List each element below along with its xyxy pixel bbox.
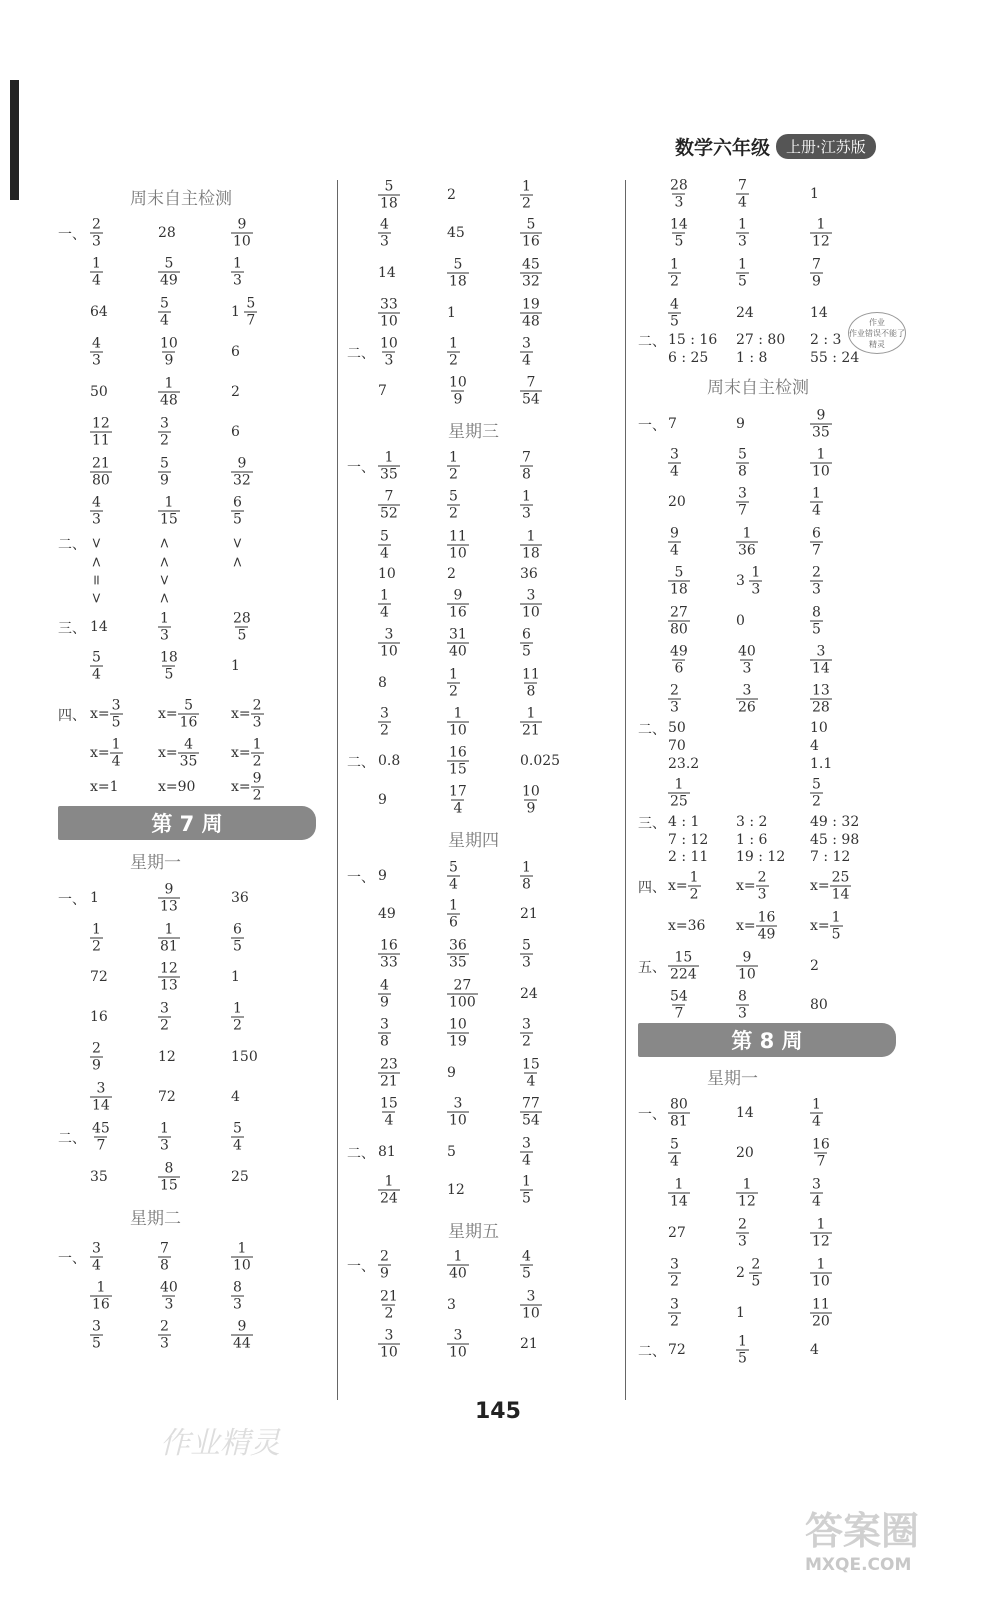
answer-value: 72 (90, 969, 108, 985)
answer-value: 0 (736, 613, 745, 629)
answer-value: $\frac{1}{4}$ (812, 1096, 821, 1130)
answer-value: $\frac{4}{5}$ (522, 1248, 531, 1282)
answer-value: 15 : 16 (668, 332, 718, 348)
question-number: 二、 (638, 722, 666, 738)
question-number: 一、 (347, 870, 375, 886)
answer-value: $\frac{3}{4}$ (92, 1240, 101, 1274)
answer-value: < (155, 537, 172, 549)
answer-value: $\frac{1}{2}$ (449, 666, 458, 700)
question-number: 一、 (638, 1107, 666, 1123)
answer-value: 3 $\frac{1}{3}$ (736, 564, 761, 598)
answer-value: 6 : 25 (668, 350, 709, 366)
answer-value: $\frac{11}{20}$ (812, 1296, 830, 1330)
answer-value: $\frac{3}{14}$ (92, 1080, 110, 1114)
watermark: 作业精灵 (160, 1426, 280, 1461)
answer-value: 150 (231, 1049, 258, 1065)
answer-value: > (228, 537, 245, 549)
answer-value: $\frac{8}{5}$ (812, 604, 821, 638)
answer-value: 72 (668, 1342, 686, 1358)
answer-value: $\frac{1}{3}$ (160, 1120, 169, 1154)
answer-value: $\frac{2}{3}$ (812, 564, 821, 598)
answer-value: 0.8 (378, 753, 401, 769)
answer-value: $\frac{5}{18}$ (449, 256, 467, 290)
answer-value: $\frac{3}{5}$ (92, 1318, 101, 1352)
answer-value: $\frac{3}{7}$ (738, 485, 747, 519)
answer-value: 19 : 12 (736, 849, 786, 865)
answer-value: 12 (447, 1182, 465, 1198)
answer-value: $\frac{1}{10}$ (812, 1256, 830, 1290)
answer-value: 9 (378, 792, 387, 808)
answer-value: 4 (810, 738, 819, 754)
answer-value: $\frac{9}{44}$ (233, 1318, 251, 1352)
answer-value: $\frac{10}{9}$ (160, 335, 178, 369)
answer-value: $\frac{3}{10}$ (449, 1095, 467, 1129)
answer-value: > (87, 537, 104, 549)
answer-value: 9 (378, 868, 387, 884)
answer-value: $\frac{10}{3}$ (380, 335, 398, 369)
answer-value: 1 $\frac{5}{7}$ (231, 295, 256, 329)
answer-value: 45 (447, 225, 465, 241)
answer-value: x= $\frac{16}{49}$ (736, 909, 776, 943)
answer-value: 6 (231, 424, 240, 440)
question-number: 三、 (638, 816, 666, 832)
answer-value: $\frac{3}{4}$ (670, 446, 679, 480)
answer-value: $\frac{21}{80}$ (92, 455, 110, 489)
answer-value: 14 (90, 619, 108, 635)
section-title: 星期二 (130, 1209, 181, 1229)
question-number: 二、 (58, 1131, 86, 1147)
answer-value: $\frac{1}{10}$ (812, 446, 830, 480)
answer-value: 2 (447, 187, 456, 203)
answer-value: 5 (447, 1144, 456, 1160)
answer-value: $\frac{3}{4}$ (522, 1135, 531, 1169)
answer-value: 1 (736, 1305, 745, 1321)
answer-value: $\frac{3}{2}$ (522, 1016, 531, 1050)
answer-value: $\frac{17}{4}$ (449, 783, 467, 817)
answer-value: $\frac{2}{9}$ (380, 1248, 389, 1282)
answer-value: $\frac{3}{10}$ (449, 1327, 467, 1361)
answer-value: 10 (810, 720, 828, 736)
question-number: 一、 (58, 892, 86, 908)
answer-value: $\frac{3}{26}$ (738, 682, 756, 716)
answer-value: $\frac{1}{10}$ (449, 705, 467, 739)
answer-value: $\frac{1}{18}$ (522, 528, 540, 562)
answer-value: $\frac{15}{4}$ (380, 1095, 398, 1129)
answer-value: 4 : 1 (668, 814, 700, 830)
answer-value: $\frac{12}{13}$ (160, 960, 178, 994)
answer-value: $\frac{19}{48}$ (522, 296, 540, 330)
answer-value: $\frac{7}{9}$ (812, 256, 821, 290)
answer-value: $\frac{6}{5}$ (233, 494, 242, 528)
answer-value: > (155, 574, 172, 586)
question-number: 二、 (638, 1344, 666, 1360)
answer-value: 2 (810, 958, 819, 974)
answer-value: 80 (810, 997, 828, 1013)
page-header (675, 133, 876, 159)
answer-value: 50 (90, 384, 108, 400)
question-number: 二、 (347, 346, 375, 362)
answer-value: $\frac{3}{10}$ (522, 1288, 540, 1322)
answer-value: $\frac{10}{19}$ (449, 1016, 467, 1050)
answer-value: 2 : 3 (810, 332, 842, 348)
answer-value: $\frac{1}{2}$ (233, 1000, 242, 1034)
answer-value: x= $\frac{1}{2}$ (231, 736, 262, 770)
answer-value: $\frac{49}{6}$ (670, 643, 688, 677)
answer-value: 72 (158, 1089, 176, 1105)
answer-value: $\frac{40}{3}$ (160, 1279, 178, 1313)
answer-value: $\frac{28}{3}$ (670, 177, 688, 211)
answer-value: 1.1 (810, 756, 833, 772)
answer-value: 16 (90, 1009, 108, 1025)
answer-value: 1 (447, 305, 456, 321)
answer-value: 20 (736, 1145, 754, 1161)
answer-value: 7 (378, 383, 387, 399)
answer-value: 2 (231, 384, 240, 400)
section-title: 星期一 (130, 853, 181, 873)
column-divider (625, 180, 626, 1400)
answer-value: 9 (736, 416, 745, 432)
answer-value: $\frac{6}{5}$ (522, 626, 531, 660)
answer-value: $\frac{1}{24}$ (380, 1173, 398, 1207)
answer-value: $\frac{5}{16}$ (522, 216, 540, 250)
answer-value: $\frac{6}{5}$ (233, 921, 242, 955)
answer-value: 2 $\frac{2}{5}$ (736, 1256, 761, 1290)
answer-value: $\frac{1}{15}$ (160, 494, 178, 528)
answer-value: $\frac{16}{33}$ (380, 937, 398, 971)
answer-value: $\frac{5}{18}$ (380, 178, 398, 212)
answer-value: 1 : 6 (736, 832, 768, 848)
section-title: 星期五 (448, 1222, 499, 1242)
answer-value: $\frac{1}{3}$ (738, 216, 747, 250)
page-number: 145 (475, 1399, 521, 1424)
answer-value: $\frac{40}{3}$ (738, 643, 756, 677)
answer-value: $\frac{16}{7}$ (812, 1136, 830, 1170)
answer-value: $\frac{4}{9}$ (380, 977, 389, 1011)
answer-value: $\frac{7}{4}$ (738, 177, 747, 211)
answer-value: $\frac{1}{40}$ (449, 1248, 467, 1282)
answer-value: $\frac{14}{5}$ (670, 216, 688, 250)
question-number: 三、 (58, 621, 86, 637)
answer-value: 21 (520, 906, 538, 922)
answer-value: $\frac{3}{8}$ (380, 1016, 389, 1050)
answer-value: 81 (378, 1144, 396, 1160)
answer-value: 55 : 24 (810, 350, 860, 366)
answer-value: $\frac{5}{2}$ (449, 488, 458, 522)
answer-value: $\frac{45}{7}$ (92, 1120, 110, 1154)
question-number: 二、 (58, 537, 86, 553)
answer-value: $\frac{5}{4}$ (380, 528, 389, 562)
book-title: 数学六年级 (675, 136, 771, 159)
answer-value: 6 (231, 344, 240, 360)
answer-value: $\frac{1}{2}$ (449, 449, 458, 483)
answer-value: $\frac{5}{4}$ (670, 1136, 679, 1170)
answer-value: 7 (668, 416, 677, 432)
answer-value: 28 (158, 225, 176, 241)
answer-value: $\frac{3}{4}$ (522, 335, 531, 369)
answer-value: $\frac{3}{10}$ (380, 1327, 398, 1361)
answer-value: $\frac{3}{2}$ (160, 1000, 169, 1034)
answer-value: 27 (668, 1225, 686, 1241)
answer-value: $\frac{5}{8}$ (738, 446, 747, 480)
answer-value: $\frac{13}{28}$ (812, 682, 830, 716)
scan-edge (10, 80, 19, 200)
answer-value: $\frac{12}{11}$ (92, 415, 110, 449)
answer-value: 45 : 98 (810, 832, 860, 848)
answer-value: $\frac{5}{49}$ (160, 255, 178, 289)
answer-value: $\frac{3}{14}$ (812, 643, 830, 677)
week-banner: 第 7 周 (58, 806, 316, 840)
answer-value: $\frac{5}{4}$ (449, 859, 458, 893)
answer-value: $\frac{4}{3}$ (380, 216, 389, 250)
stamp-logo: 作业 作业错误不能了 精灵 (848, 312, 906, 354)
answer-value: $\frac{1}{2}$ (449, 335, 458, 369)
answer-value: $\frac{8}{3}$ (738, 988, 747, 1022)
answer-value: $\frac{1}{14}$ (670, 1176, 688, 1210)
answer-value: < (87, 556, 104, 568)
answer-value: 27 : 80 (736, 332, 786, 348)
answer-value: x= $\frac{9}{2}$ (231, 770, 262, 804)
answer-value: $\frac{77}{54}$ (522, 1095, 540, 1129)
answer-value: $\frac{9}{13}$ (160, 881, 178, 915)
answer-value: $\frac{3}{4}$ (812, 1176, 821, 1210)
answer-value: $\frac{15}{4}$ (522, 1056, 540, 1090)
answer-value: $\frac{2}{3}$ (738, 1216, 747, 1250)
question-number: 一、 (347, 1259, 375, 1275)
answer-value: 49 : 32 (810, 814, 860, 830)
answer-value: $\frac{2}{9}$ (92, 1040, 101, 1074)
question-number: 五、 (638, 960, 666, 976)
answer-value: 2 (447, 566, 456, 582)
answer-value: $\frac{27}{100}$ (449, 977, 476, 1011)
answer-value: 70 (668, 738, 686, 754)
answer-value: 0.025 (520, 753, 561, 769)
answer-value: $\frac{1}{5}$ (522, 1173, 531, 1207)
question-number: 一、 (638, 418, 666, 434)
answer-value: $\frac{1}{2}$ (92, 921, 101, 955)
section-title: 星期三 (448, 422, 499, 442)
answer-value: $\frac{21}{2}$ (380, 1288, 398, 1322)
answer-value: x=90 (158, 779, 196, 795)
answer-value: $\frac{5}{4}$ (160, 295, 169, 329)
answer-value: $\frac{5}{18}$ (670, 564, 688, 598)
answer-value: 3 : 2 (736, 814, 768, 830)
answer-value: $\frac{10}{9}$ (522, 783, 540, 817)
answer-value: x= $\frac{1}{4}$ (90, 736, 121, 770)
answer-value: $\frac{5}{2}$ (812, 776, 821, 810)
answer-value: $\frac{23}{21}$ (380, 1056, 398, 1090)
answer-value: $\frac{28}{5}$ (233, 610, 251, 644)
answer-value: $\frac{5}{4}$ (233, 1120, 242, 1154)
answer-value: < (155, 592, 172, 604)
answer-value: $\frac{10}{9}$ (449, 374, 467, 408)
answer-value: 2 : 11 (668, 849, 709, 865)
answer-value: $\frac{1}{5}$ (738, 1333, 747, 1367)
answer-value: $\frac{33}{10}$ (380, 296, 398, 330)
week-banner: 第 8 周 (638, 1023, 896, 1057)
answer-value: $\frac{1}{36}$ (738, 525, 756, 559)
answer-value: 4 (231, 1089, 240, 1105)
section-title: 周末自主检测 (707, 378, 809, 398)
answer-value: 8 (378, 675, 387, 691)
answer-value: $\frac{2}{3}$ (670, 682, 679, 716)
question-number: 四、 (638, 880, 666, 896)
answer-value: 1 (231, 969, 240, 985)
answer-value: $\frac{31}{40}$ (449, 626, 467, 660)
question-number: 二、 (347, 755, 375, 771)
answer-value: $\frac{9}{10}$ (738, 949, 756, 983)
answer-value: 24 (520, 986, 538, 1002)
answer-value: $\frac{1}{4}$ (92, 255, 101, 289)
answer-value: $\frac{54}{7}$ (670, 988, 688, 1022)
answer-value: $\frac{1}{8}$ (522, 859, 531, 893)
answer-value: x= $\frac{1}{5}$ (810, 909, 841, 943)
answer-value: $\frac{1}{35}$ (380, 449, 398, 483)
answer-value: $\frac{1}{2}$ (522, 178, 531, 212)
edition-badge: 上册·江苏版 (776, 134, 876, 159)
section-title: 星期四 (448, 831, 499, 851)
section-title: 周末自主检测 (130, 189, 232, 209)
answer-value: 49 (378, 906, 396, 922)
answer-value: $\frac{1}{21}$ (522, 705, 540, 739)
answer-value: 1 : 8 (736, 350, 768, 366)
question-number: 二、 (638, 334, 666, 350)
answer-value: $\frac{3}{10}$ (522, 587, 540, 621)
corner-watermark: 答案圈 MXQE.COM (805, 1509, 920, 1575)
answer-value: 4 (810, 1342, 819, 1358)
answer-value: 20 (668, 494, 686, 510)
answer-value: $\frac{1}{2}$ (670, 256, 679, 290)
answer-value: 3 (447, 1297, 456, 1313)
section-title: 星期一 (707, 1069, 758, 1089)
question-number: 一、 (58, 1251, 86, 1267)
answer-value: $\frac{3}{10}$ (380, 626, 398, 660)
answer-value: x= $\frac{2}{3}$ (231, 697, 262, 731)
answer-value: $\frac{8}{3}$ (233, 1279, 242, 1313)
answer-value: $\frac{3}{2}$ (670, 1296, 679, 1330)
answer-value: 14 (810, 305, 828, 321)
answer-value: $\frac{7}{52}$ (380, 488, 398, 522)
answer-value: $\frac{1}{5}$ (738, 256, 747, 290)
answer-value: $\frac{1}{12}$ (738, 1176, 756, 1210)
answer-value: 36 (520, 566, 538, 582)
answer-value: 25 (231, 1169, 249, 1185)
answer-value: $\frac{9}{10}$ (233, 216, 251, 250)
answer-value: 14 (736, 1105, 754, 1121)
answer-value: 35 (90, 1169, 108, 1185)
answer-value: $\frac{4}{3}$ (92, 494, 101, 528)
answer-value: $\frac{9}{35}$ (812, 407, 830, 441)
answer-value: $\frac{1}{3}$ (233, 255, 242, 289)
answer-value: < (155, 556, 172, 568)
answer-value: $\frac{36}{35}$ (449, 937, 467, 971)
answer-value: $\frac{27}{80}$ (670, 604, 688, 638)
answer-value: 23.2 (668, 756, 700, 772)
answer-value: $\frac{7}{8}$ (522, 449, 531, 483)
answer-value: 14 (378, 265, 396, 281)
answer-value: x= $\frac{3}{5}$ (90, 697, 121, 731)
answer-value: $\frac{7}{8}$ (160, 1240, 169, 1274)
answer-value: $\frac{1}{4}$ (380, 587, 389, 621)
answer-value: $\frac{1}{3}$ (522, 488, 531, 522)
answer-value: $\frac{80}{81}$ (670, 1096, 688, 1130)
answer-value: $\frac{45}{32}$ (522, 256, 540, 290)
answer-value: $\frac{8}{15}$ (160, 1160, 178, 1194)
column-divider (337, 180, 338, 1400)
answer-value: $\frac{4}{3}$ (92, 335, 101, 369)
answer-value: $\frac{18}{5}$ (160, 649, 178, 683)
answer-value: 1 (90, 890, 99, 906)
answer-value: $\frac{15}{224}$ (670, 949, 697, 983)
answer-value: $\frac{11}{10}$ (449, 528, 467, 562)
answer-value: x= $\frac{1}{2}$ (668, 869, 699, 903)
answer-value: < (228, 556, 245, 568)
question-number: 二、 (347, 1146, 375, 1162)
answer-value: $\frac{7}{54}$ (522, 374, 540, 408)
answer-value: $\frac{16}{15}$ (449, 744, 467, 778)
answer-value: $\frac{1}{81}$ (160, 921, 178, 955)
answer-value: x= $\frac{4}{35}$ (158, 736, 198, 770)
question-number: 一、 (58, 227, 86, 243)
answer-value: $\frac{1}{10}$ (233, 1240, 251, 1274)
answer-value: 21 (520, 1336, 538, 1352)
answer-value: $\frac{4}{5}$ (670, 296, 679, 330)
answer-value: 24 (736, 305, 754, 321)
answer-value: x=36 (668, 918, 706, 934)
answer-value: $\frac{1}{25}$ (670, 776, 688, 810)
answer-value: 36 (231, 890, 249, 906)
answer-value: $\frac{5}{9}$ (160, 455, 169, 489)
answer-value: $\frac{5}{4}$ (92, 649, 101, 683)
answer-value: $\frac{9}{32}$ (233, 455, 251, 489)
answer-value: 50 (668, 720, 686, 736)
answer-value: $\frac{1}{3}$ (160, 610, 169, 644)
answer-value: 10 (378, 566, 396, 582)
answer-value: 64 (90, 304, 108, 320)
answer-value: > (87, 592, 104, 604)
answer-value: 12 (158, 1049, 176, 1065)
answer-value: 7 : 12 (810, 849, 851, 865)
answer-value: x= $\frac{2}{3}$ (736, 869, 767, 903)
answer-value: $\frac{3}{2}$ (380, 705, 389, 739)
answer-value: $\frac{9}{16}$ (449, 587, 467, 621)
answer-value: 9 (447, 1065, 456, 1081)
answer-value: x= $\frac{25}{14}$ (810, 869, 850, 903)
answer-value: 1 (810, 186, 819, 202)
answer-value: $\frac{6}{7}$ (812, 525, 821, 559)
question-number: 一、 (347, 460, 375, 476)
answer-value: = (87, 574, 104, 586)
answer-value: 1 (231, 658, 240, 674)
answer-value: $\frac{1}{12}$ (812, 1216, 830, 1250)
answer-value: $\frac{1}{48}$ (160, 375, 178, 409)
answer-value: $\frac{5}{3}$ (522, 937, 531, 971)
answer-value: $\frac{2}{3}$ (160, 1318, 169, 1352)
answer-value: $\frac{1}{16}$ (92, 1279, 110, 1313)
answer-value: $\frac{11}{8}$ (522, 666, 540, 700)
answer-value: $\frac{3}{2}$ (670, 1256, 679, 1290)
answer-value: x= $\frac{5}{16}$ (158, 697, 198, 731)
question-number: 四、 (58, 708, 86, 724)
answer-value: 7 : 12 (668, 832, 709, 848)
answer-value: $\frac{1}{6}$ (449, 897, 458, 931)
answer-value: $\frac{2}{3}$ (92, 216, 101, 250)
answer-value: $\frac{1}{12}$ (812, 216, 830, 250)
answer-value: $\frac{3}{2}$ (160, 415, 169, 449)
answer-value: $\frac{9}{4}$ (670, 525, 679, 559)
answer-value: $\frac{1}{4}$ (812, 485, 821, 519)
answer-value: x=1 (90, 779, 119, 795)
